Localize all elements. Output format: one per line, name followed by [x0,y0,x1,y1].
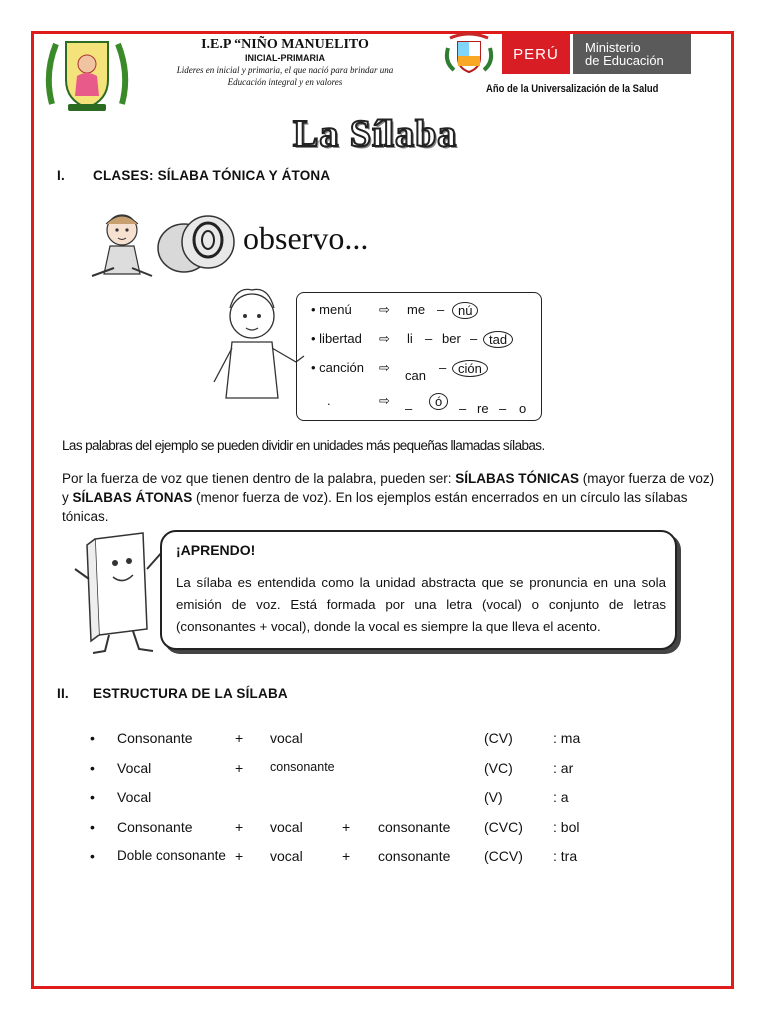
aprendo-text: La sílaba es entendida como la unidad abstracta que se pronuncia en una sola emisión de voz. Está formada por una letra (vocal) o conjunto de letras (consonantes + vocal), donde la vocal es siempre la que lleva el acento. [176,575,666,634]
bullet: • [90,848,95,864]
tonic-syllable: ción [452,360,488,377]
bullet: • [90,818,95,835]
structure-part: consonante [378,848,451,864]
syllable: me [407,302,426,317]
syllable-dash: – [459,401,467,416]
structure-code: (CVC) [484,818,523,835]
o-letter-badge-icon [156,212,240,274]
syllable: can [405,368,426,383]
structure-row [90,730,650,760]
syllable-dash: – [499,401,507,416]
paragraph-tonic-atonic [62,469,722,526]
structure-example: : ma [553,730,581,746]
structure-part: Doble consonante [117,848,226,863]
paragraph-text: Por la fuerza de voz que tienen dentro de la palabra, pueden ser: [62,471,456,486]
structure-part: Vocal [117,789,152,805]
plus-sign: + [235,818,244,835]
school-name: I.E.P “NIÑO MANUELITO [201,37,369,52]
syllable-dash: – [470,331,478,346]
arrow-icon: ⇨ [379,393,390,408]
structure-part: vocal [270,730,303,746]
structure-example: : bol [553,818,580,835]
structure-part: vocal [270,848,303,864]
atonic-term: SÍLABAS ÁTONAS [72,490,193,505]
example-word: menú [319,302,352,317]
syllable: ber [442,331,461,346]
boy-illustration [206,282,306,400]
plus-sign: + [342,848,351,864]
syllable-structure-list [90,730,650,878]
book-character-illustration [73,529,169,657]
structure-part: vocal [270,818,303,835]
bullet: • [90,730,95,746]
page-title: La Sílaba [293,113,458,155]
section-1-heading [57,168,330,183]
syllable-dash: – [439,360,447,375]
example-word: canción [319,360,364,375]
structure-row [90,789,650,819]
syllable: li [407,331,413,346]
structure-example: : ar [553,759,574,776]
school-motto-line1: Lideres en inicial y primaria, el que nació para brindar una [176,65,394,75]
paragraph-text: (mayor fuerza de voz) y [62,471,715,505]
structure-row [90,760,650,790]
structure-row [90,848,650,878]
paragraph-syllables-intro: Las palabras del ejemplo se pueden dividir en unidades más pequeñas llamadas sílabas. [62,438,545,453]
section-2-heading [57,686,288,701]
syllable: re [477,401,489,416]
school-logo [44,34,130,114]
observo-heading: observo... [243,220,369,256]
arrow-icon: ⇨ [379,302,390,317]
structure-part: consonante [378,818,451,835]
syllable-dash: – [425,331,433,346]
example-word: . [327,393,331,408]
structure-code: (V) [484,789,503,805]
plus-sign: + [342,818,351,835]
peru-label: PERÚ [502,34,570,74]
syllable-dash: – [405,401,413,416]
bullet: • [90,759,95,776]
national-emblem [444,32,494,76]
paragraph-text: (menor fuerza de voz). En los ejemplos están encerrados en un círculo las sílabas tónicas. [62,490,688,524]
structure-part: Consonante [117,818,193,835]
ministry-label [573,34,691,74]
tonic-term: SÍLABAS TÓNICAS [455,471,580,486]
example-word: libertad [319,331,362,346]
tonic-syllable: tad [483,331,513,348]
school-header [140,37,430,88]
structure-part: consonante [270,759,335,774]
ministry-line2: de Educación [585,53,664,68]
plus-sign: + [235,848,244,864]
tonic-syllable: ó [429,393,448,410]
ministry-line1: Ministerio [585,40,641,55]
section-1-title: CLASES: SÍLABA TÓNICA Y ÁTONA [93,168,331,183]
syllable-examples-box: • menú ⇨ me – nú • libertad ⇨ li – ber – tad • canción ⇨ can – ción . ⇨ – ó – re – o [296,292,542,421]
arrow-icon: ⇨ [379,360,390,375]
section-2-title: ESTRUCTURA DE LA SÍLABA [93,686,288,701]
bullet: • [90,789,95,805]
structure-row [90,819,650,849]
structure-code: (CCV) [484,848,523,864]
structure-example: : tra [553,848,578,864]
section-2-number: II. [57,686,69,701]
structure-code: (CV) [484,730,513,746]
tonic-syllable: nú [452,302,478,319]
plus-sign: + [235,730,244,746]
school-motto-line2: Educación integral y en valores [227,77,343,87]
girl-illustration [88,208,158,284]
year-title: Año de la Universalización de la Salud [486,83,659,95]
school-level: INICIAL-PRIMARIA [245,53,325,63]
aprendo-box [160,530,677,650]
syllable-dash: – [437,302,445,317]
plus-sign: + [235,759,244,776]
syllable: o [519,401,527,416]
aprendo-title: ¡APRENDO! [176,542,256,558]
structure-part: Vocal [117,759,152,776]
structure-part: Consonante [117,730,193,746]
structure-code: (VC) [484,759,513,776]
arrow-icon: ⇨ [379,331,390,346]
structure-example: : a [553,789,569,805]
section-1-number: I. [57,168,65,183]
